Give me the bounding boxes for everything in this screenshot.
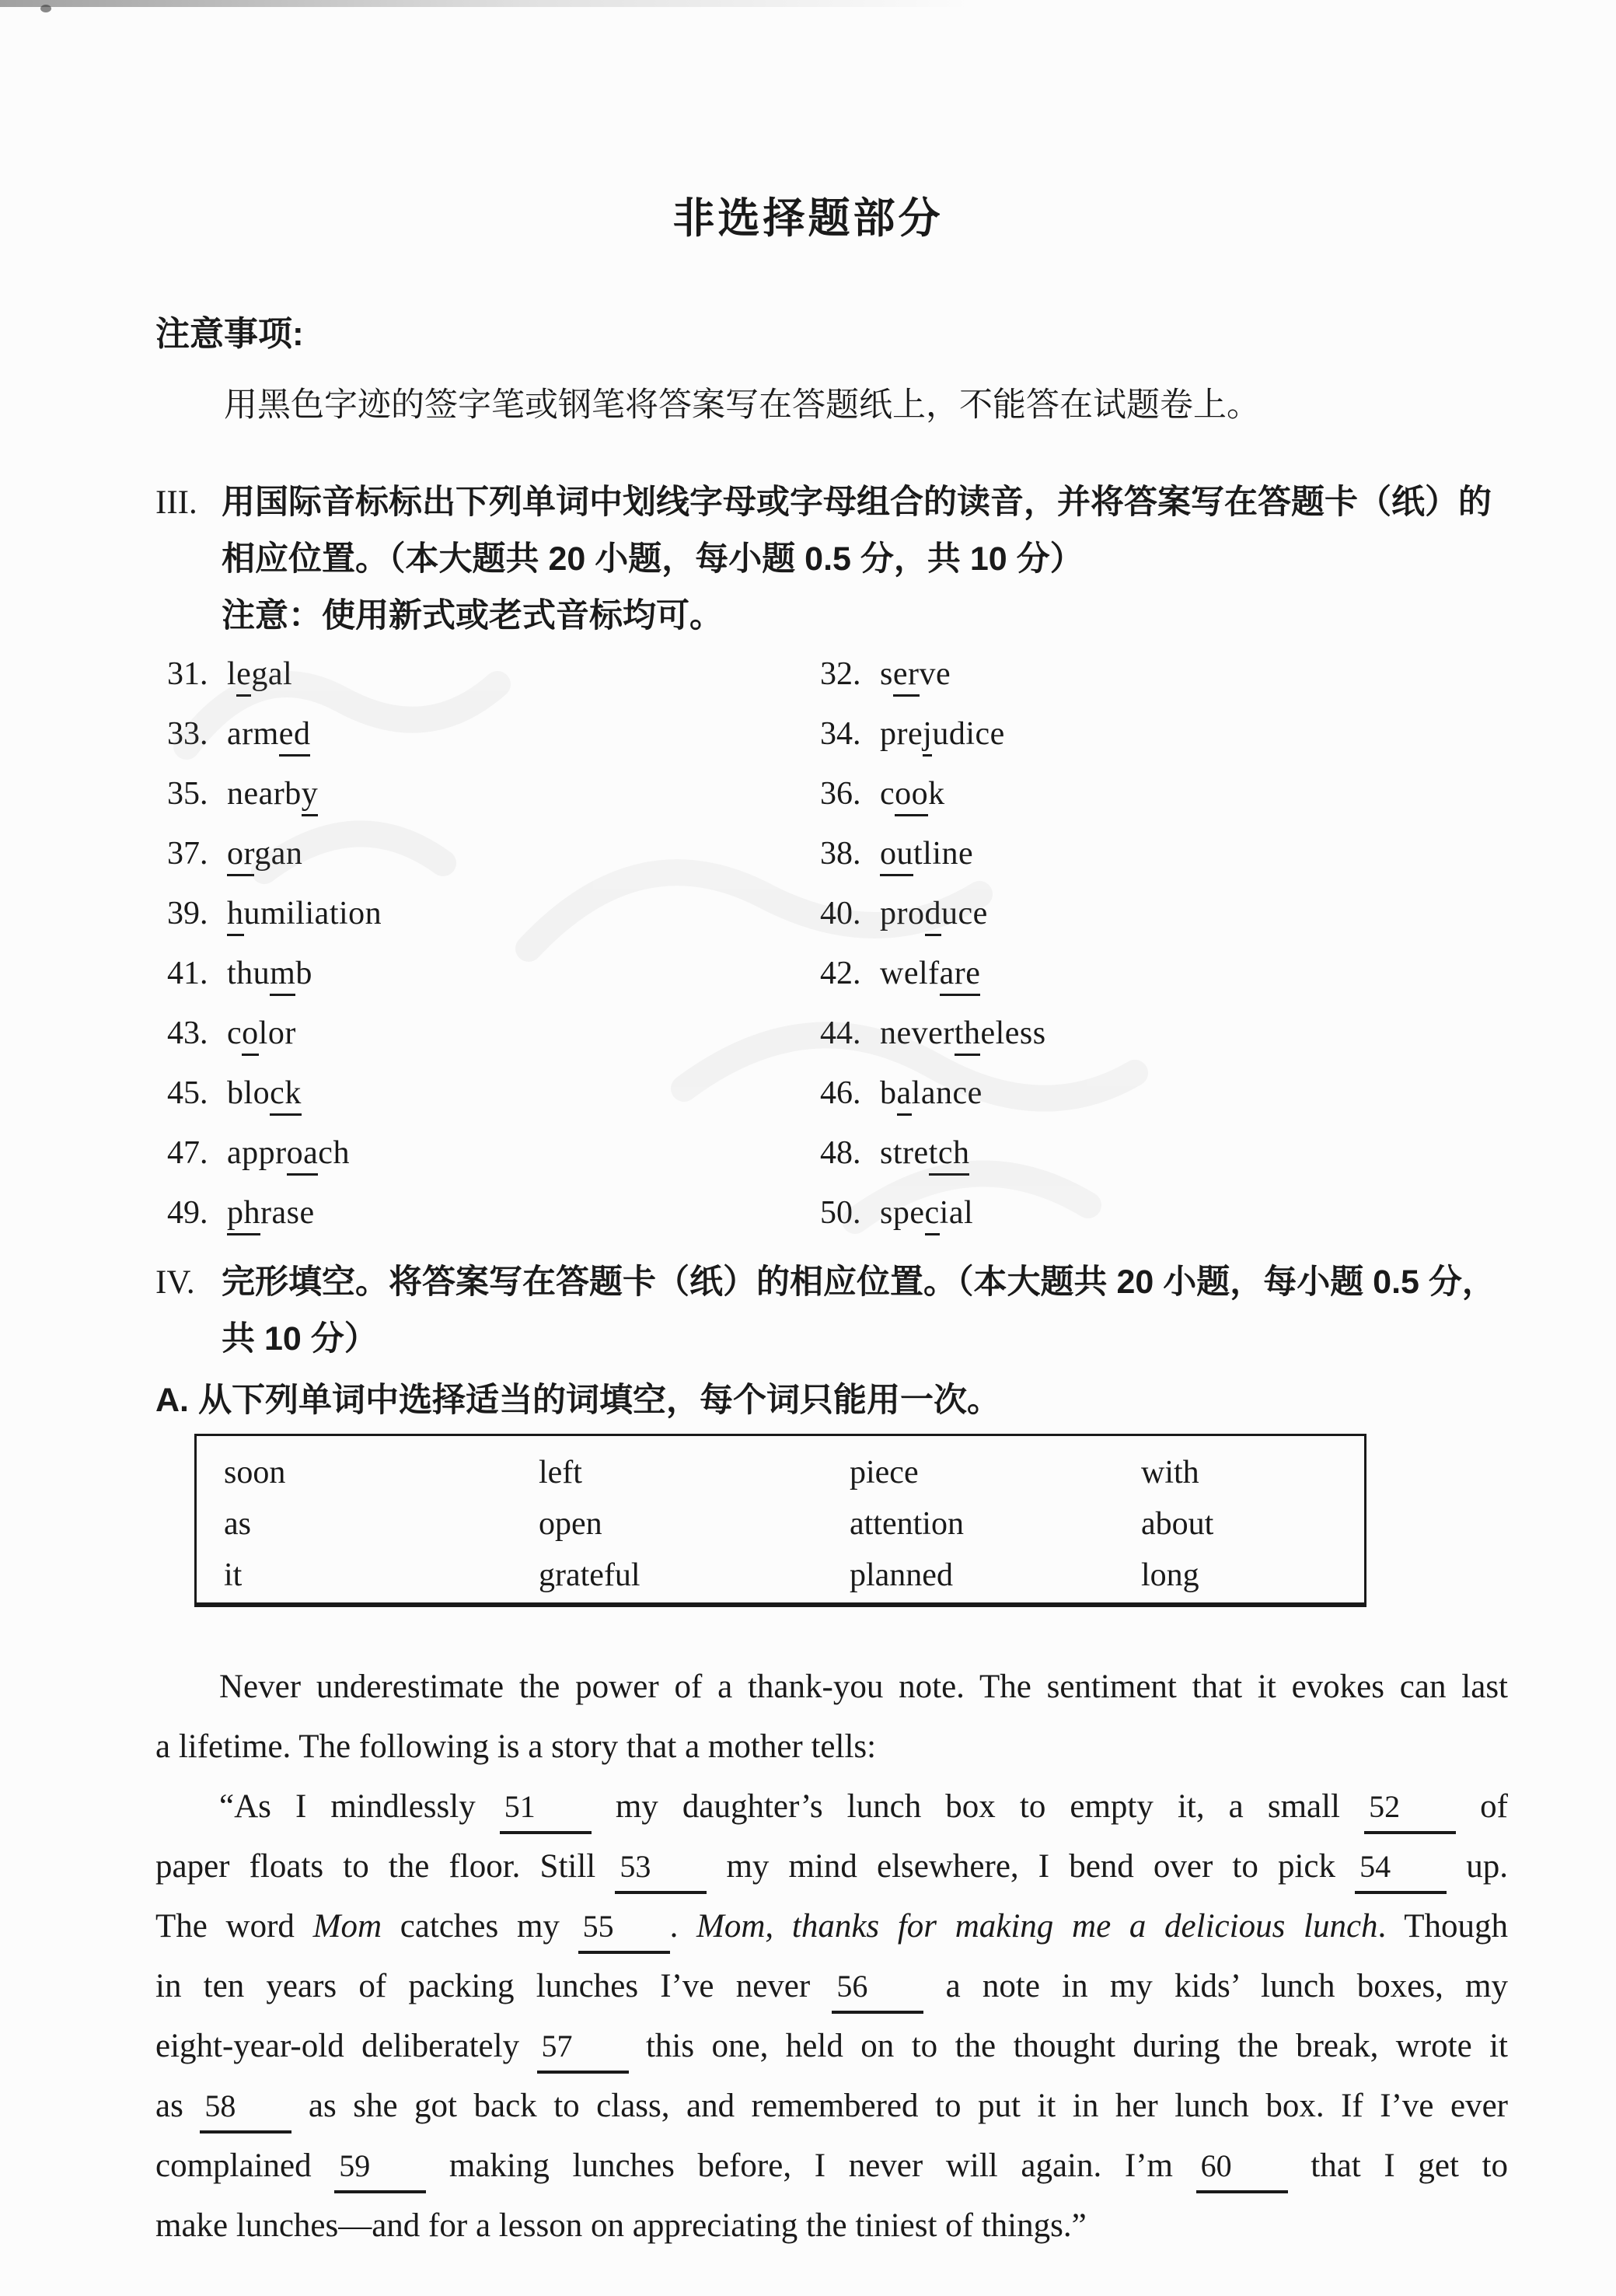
- section-4-label: IV.: [155, 1264, 195, 1301]
- passage-line: eight-year-old deliberately 57 this one, held on to the thought during the break, wrote it: [155, 2016, 1508, 2076]
- word-item: [820, 1194, 1616, 1254]
- underlined-letters: ck: [270, 1075, 302, 1116]
- word-number: 44.: [820, 1015, 861, 1051]
- word-text: phrase: [227, 1195, 315, 1235]
- underlined-letters: m: [270, 956, 295, 996]
- word-item: [167, 1134, 820, 1194]
- word-text: legal: [227, 656, 292, 697]
- word-bank-word: open: [539, 1506, 602, 1542]
- section-3-instructions: 用国际音标标出下列单词中划线字母或字母组合的读音，并将答案写在答题卡（纸）的相应位置。（本大题共 20 小题，每小题 0.5 分，共 10 分）: [222, 484, 1492, 578]
- underlined-letters: d: [925, 896, 942, 936]
- word-number: 41.: [167, 956, 208, 991]
- word-number: 50.: [820, 1195, 861, 1231]
- underlined-letters: are: [940, 956, 981, 996]
- underlined-letters: h: [227, 896, 244, 936]
- underlined-letters: tch: [929, 1135, 970, 1176]
- cloze-blank: 55: [578, 1906, 670, 1954]
- word-text: welfare: [880, 956, 980, 996]
- word-bank-word: as: [224, 1506, 251, 1542]
- word-number: 31.: [167, 656, 208, 692]
- underlined-letters: or: [227, 836, 254, 876]
- word-number: 42.: [820, 956, 861, 991]
- word-text: cook: [880, 776, 945, 816]
- passage-line: a lifetime. The following is a story that a mother tells:: [155, 1728, 877, 1765]
- underlined-letters: th: [955, 1015, 981, 1056]
- page-title: 非选择题部分: [672, 195, 944, 242]
- word-item: [167, 775, 820, 835]
- word-item: [820, 895, 1616, 955]
- notice-heading: 注意事项:: [155, 315, 304, 353]
- word-number: 37.: [167, 836, 208, 872]
- scan-artifact-dot: [40, 5, 51, 12]
- word-number: 39.: [167, 896, 208, 931]
- notice-text: 用黑色字迹的签字笔或钢笔将答案写在答题纸上，不能答在试题卷上。: [224, 387, 1260, 424]
- word-bank-word: about: [1141, 1506, 1214, 1542]
- section-3-note: 注意：使用新式或老式音标均可。: [222, 597, 723, 634]
- passage-line: as 58 as she got back to class, and remembered to put it in her lunch box. If I’ve ever: [155, 2076, 1508, 2136]
- underlined-letters: oo: [895, 776, 928, 816]
- italic-text: Mom, thanks for making me a delicious lunch: [696, 1908, 1378, 1945]
- cloze-passage: [155, 1657, 1508, 2256]
- word-bank-word: soon: [224, 1455, 286, 1490]
- word-item: [167, 655, 820, 715]
- word-bank: [194, 1434, 1366, 1607]
- word-text: special: [880, 1195, 973, 1235]
- word-number: 47.: [167, 1135, 208, 1171]
- cloze-blank: 51: [500, 1786, 592, 1834]
- underlined-letters: ed: [279, 716, 311, 757]
- underlined-letters: c: [925, 1195, 940, 1235]
- word-text: nevertheless: [880, 1015, 1046, 1056]
- word-number: 35.: [167, 776, 208, 812]
- underlined-letters: o: [242, 1015, 259, 1056]
- cloze-blank: 59: [334, 2145, 426, 2193]
- word-bank-word: left: [539, 1455, 582, 1490]
- word-text: outline: [880, 836, 973, 876]
- word-number: 33.: [167, 716, 208, 752]
- word-text: block: [227, 1075, 302, 1116]
- word-text: armed: [227, 716, 310, 757]
- word-text: balance: [880, 1075, 983, 1116]
- scan-artifact-top: [0, 0, 972, 7]
- word-item: [820, 655, 1616, 715]
- word-item: [167, 1015, 820, 1075]
- word-bank-word: attention: [850, 1506, 964, 1542]
- word-item: [820, 775, 1616, 835]
- word-item: [820, 1075, 1616, 1134]
- word-item: [820, 715, 1616, 775]
- cloze-blank: 52: [1364, 1786, 1456, 1834]
- word-text: nearby: [227, 776, 318, 816]
- section-3-label: III.: [155, 484, 197, 521]
- underlined-letters: j: [923, 716, 932, 757]
- word-bank-word: planned: [850, 1557, 953, 1593]
- passage-line: make lunches—and for a lesson on appreciating the tiniest of things.”: [155, 2207, 1087, 2244]
- word-number: 38.: [820, 836, 861, 872]
- passage-line: in ten years of packing lunches I’ve never 56 a note in my kids’ lunch boxes, my: [155, 1956, 1508, 2016]
- underlined-letters: y: [302, 776, 319, 816]
- cloze-blank: 58: [200, 2085, 291, 2133]
- word-text: produce: [880, 896, 988, 936]
- cloze-blank: 53: [615, 1846, 707, 1894]
- word-text: organ: [227, 836, 302, 876]
- word-number: 48.: [820, 1135, 861, 1171]
- word-item: [820, 1134, 1616, 1194]
- section-4a-instructions: A. 从下列单词中选择适当的词填空，每个词只能用一次。: [155, 1382, 1000, 1419]
- passage-line: complained 59 making lunches before, I never will again. I’m 60 that I get to: [155, 2136, 1508, 2196]
- word-number: 45.: [167, 1075, 208, 1111]
- cloze-blank: 54: [1355, 1846, 1447, 1894]
- underlined-letters: er: [893, 656, 920, 697]
- word-item: [820, 1015, 1616, 1075]
- word-text: thumb: [227, 956, 312, 996]
- underlined-letters: ph: [227, 1195, 260, 1235]
- passage-line: paper floats to the floor. Still 53 my mind elsewhere, I bend over to pick 54 up.: [155, 1836, 1508, 1896]
- word-bank-word: with: [1141, 1455, 1199, 1490]
- phonetic-word-list: [167, 655, 1616, 1254]
- underlined-letters: ou: [880, 836, 913, 876]
- passage-line: “As I mindlessly 51 my daughter’s lunch box to empty it, a small 52 of: [155, 1777, 1508, 1836]
- word-item: [167, 715, 820, 775]
- word-text: prejudice: [880, 716, 1005, 757]
- word-number: 49.: [167, 1195, 208, 1231]
- passage-line: The word Mom catches my 55 . Mom, thanks for making me a delicious lunch. Though: [155, 1896, 1508, 1956]
- cloze-blank: 56: [832, 1966, 923, 2014]
- word-item: [820, 835, 1616, 895]
- word-item: [820, 955, 1616, 1015]
- word-number: 46.: [820, 1075, 861, 1111]
- cloze-blank: 60: [1196, 2145, 1288, 2193]
- word-text: color: [227, 1015, 296, 1056]
- passage-line: Never underestimate the power of a thank-you note. The sentiment that it evokes can last: [219, 1669, 1508, 1705]
- word-item: [167, 895, 820, 955]
- word-number: 36.: [820, 776, 861, 812]
- underlined-letters: oa: [287, 1135, 319, 1176]
- word-text: serve: [880, 656, 951, 697]
- cloze-blank: 57: [537, 2025, 629, 2074]
- word-number: 40.: [820, 896, 861, 931]
- section-4-header: [155, 1254, 1616, 1368]
- word-bank-word: long: [1141, 1557, 1199, 1593]
- section-4-instructions: 完形填空。将答案写在答题卡（纸）的相应位置。（本大题共 20 小题，每小题 0.5 分，共 10 分）: [222, 1263, 1496, 1358]
- word-bank-word: piece: [850, 1455, 919, 1490]
- word-item: [167, 835, 820, 895]
- word-bank-word: it: [224, 1557, 243, 1593]
- word-bank-word: grateful: [539, 1557, 640, 1593]
- underlined-letters: e: [236, 656, 251, 697]
- word-text: approach: [227, 1135, 350, 1176]
- word-text: stretch: [880, 1135, 969, 1176]
- word-number: 43.: [167, 1015, 208, 1051]
- section-3-header: [155, 474, 1616, 645]
- word-number: 34.: [820, 716, 861, 752]
- word-number: 32.: [820, 656, 861, 692]
- italic-text: Mom: [312, 1908, 382, 1945]
- word-item: [167, 1194, 820, 1254]
- word-item: [167, 955, 820, 1015]
- underlined-letters: a: [897, 1075, 912, 1116]
- word-text: humiliation: [227, 896, 382, 936]
- word-item: [167, 1075, 820, 1134]
